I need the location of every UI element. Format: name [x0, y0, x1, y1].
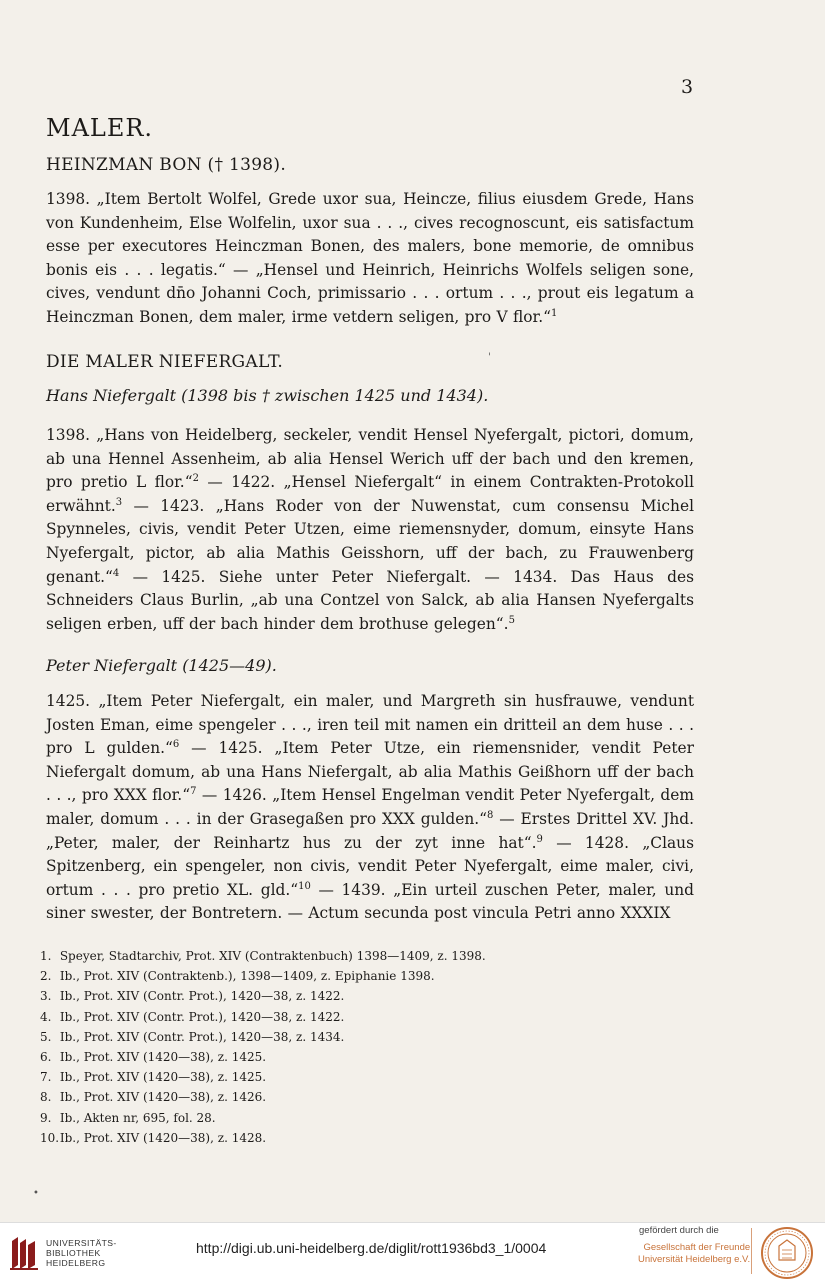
subheading-hans: Hans Niefergalt (1398 bis † zwischen 1425 und 1434).: [46, 386, 489, 405]
footnote: 7. Ib., Prot. XIV (1420—38), z. 1425.: [40, 1070, 267, 1085]
footer-divider: [751, 1228, 752, 1274]
funder-name-line: Universität Heidelberg e.V.: [638, 1254, 751, 1265]
footnote: 9. Ib., Akten nr, 695, fol. 28.: [40, 1110, 216, 1125]
footnote: 4. Ib., Prot. XIV (Contr. Prot.), 1420—38, z. 1422.: [40, 1009, 345, 1024]
footnote: 6. Ib., Prot. XIV (1420—38), z. 1425.: [40, 1050, 267, 1065]
footnote-ref: 1: [550, 307, 558, 319]
paragraph-peter: 1425. „Item Peter Niefergalt, ein maler, und Margreth sin husfrauwe, vendunt Josten Eman, eime spengeler . . ., iren teil mit namen ein dritteil an dem huse . . . pro L gulden.“$^6$ — 1425. „Item Peter Utze, ein riemensnider, vendit Peter Niefergalt domum, ab una Hans Niefergalt, ab alia Mathis Geißhorn uff der bach . . ., pro XXX flor.“$^7$ — 1426. „Item Hensel Engelman vendit Peter Nyefergalt, dem maler, domum . . . in der Grasegaßen pro XXX gulden.“$^8$ — Erstes Drittel XV. Jhd. „Peter, maler, der Reinhartz hus zu der zyt inne hat“.$^9$ — 1428. „Claus Spitzenberg, ein spengeler, non civis, vendit Peter Nyefergalt, eime maler, civi, ortum . . . pro pretio XL. gld.“$^{10}$ — 1439. „Ein urteil zuschen Peter, maler, und siner swester, der Bontretern. — Actum secunda post vincula Petri anno XXXIX: [46, 692, 695, 923]
funder-name-line: Gesellschaft der Freunde: [643, 1242, 751, 1253]
library-emblem-icon: [8, 1235, 40, 1271]
footnote: 1. Speyer, Stadtarchiv, Prot. XIV (Contraktenbuch) 1398—1409, z. 1398.: [40, 949, 486, 963]
library-name: UNIVERSITÄTS- BIBLIOTHEK HEIDELBERG: [46, 1238, 117, 1268]
section-heading-niefergalt: DIE MALER NIEFERGALT.: [46, 352, 284, 372]
subheading-peter: Peter Niefergalt (1425—49).: [46, 656, 277, 675]
page-url-link[interactable]: http://digi.ub.uni-heidelberg.de/diglit/rott1936bd3_1/0004: [196, 1240, 547, 1256]
page-number: 3: [681, 76, 694, 98]
section-heading-heinzman: HEINZMAN BON († 1398).: [46, 155, 287, 175]
funder-credit[interactable]: [638, 1225, 750, 1266]
scan-mark: ': [488, 352, 491, 363]
footnote: 5. Ib., Prot. XIV (Contr. Prot.), 1420—38, z. 1434.: [40, 1029, 345, 1044]
chapter-title: MALER.: [46, 114, 154, 142]
funded-by-label: gefördert durch die: [639, 1225, 719, 1236]
footnote: 8. Ib., Prot. XIV (1420—38), z. 1426.: [40, 1090, 267, 1105]
footnotes: [40, 946, 486, 1148]
university-library-logo[interactable]: [8, 1235, 117, 1271]
paragraph-heinzman: 1398. „Item Bertolt Wolfel, Grede uxor sua, Heincze, filius eiusdem Grede, Hans von Kundenheim, Else Wolfelin, uxor sua . . ., cives recognoscunt, eis satisfactum esse per executores Heinczman Bonen, des malers, bone memorie, de omnibus bonis eis . . . legatis.“ — „Hensel und Heinrich, Heinrichs Wolfels seligen sone, cives, vendunt dn̄o Johanni Coch, primissario . . . ortum . . ., prout eis legatum a Heinczman Bonen, dem maler, irme vetdern seligen, pro V flor.“$^1$: [46, 190, 694, 326]
paragraph-hans: 1398. „Hans von Heidelberg, seckeler, vendit Hensel Nyefergalt, pictori, domum, ab una Hennel Assenheim, ab alia Hensel Werich uff der bach und den kremen, pro pretio L flor.“$^2$ — 1422. „Hensel Niefergalt“ in einem Contrakten-Protokoll erwähnt.$^3$ — 1423. „Hans Roder von der Nuwenstat, cum consensu Michel Spynneles, civis, vendit Peter Utzen, eime riemensnyder, domum, einsyte Hans Nyefergalt, pictor, ab alia Mathis Geisshorn, uff der bach, zu Frauwenberg genant.“$^4$ — 1425. Siehe unter Peter Niefergalt. — 1434. Das Haus des Schneiders Claus Burlin, „ab una Contzel von Salck, ab alia Hansen Nyefergalts seligen erben, uff der bach hinder dem brothuse gelegen“.$^5$: [46, 426, 694, 633]
scan-mark: •: [33, 1188, 39, 1199]
university-seal-icon: [760, 1226, 814, 1280]
footnote: 3. Ib., Prot. XIV (Contr. Prot.), 1420—38, z. 1422.: [40, 989, 345, 1004]
footnote: 10. Ib., Prot. XIV (1420—38), z. 1428.: [40, 1130, 267, 1145]
footnote: 2. Ib., Prot. XIV (Contraktenb.), 1398—1409, z. Epiphanie 1398.: [40, 969, 435, 984]
